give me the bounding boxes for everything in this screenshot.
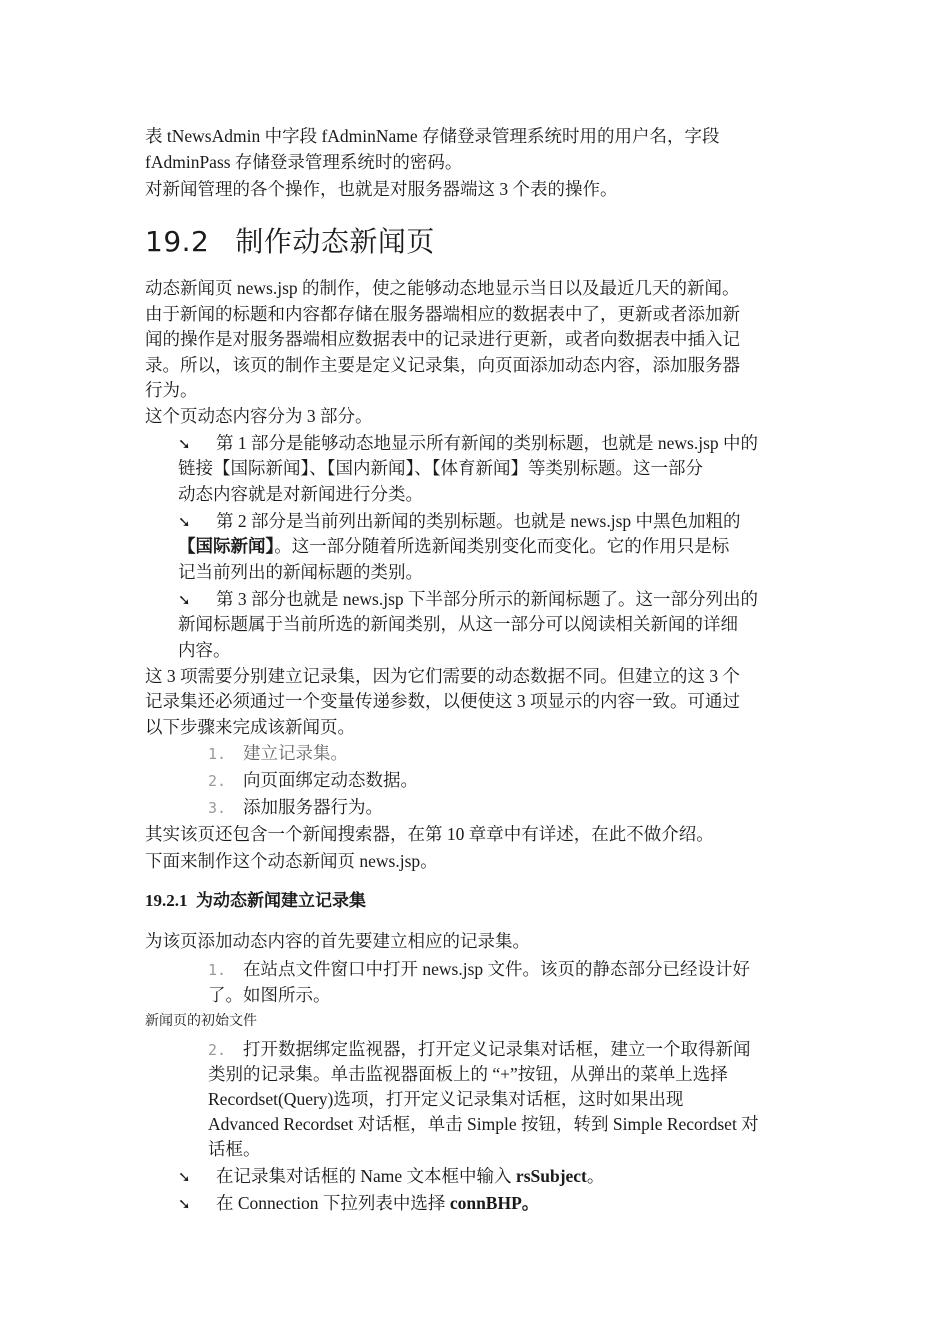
para3-line-1: 这 3 项需要分别建立记录集，因为它们需要的动态数据不同。但建立的这 3 个 [145, 666, 740, 686]
arrow-bullet-icon: ➘ [178, 591, 191, 609]
sub-step-1 [208, 957, 750, 983]
sub-step-2-line-2: 类别的记录集。单击监视器面板上的 “+”按钮，从弹出的菜单上选择 [208, 1064, 728, 1084]
step-number: 2. [208, 772, 227, 790]
arrow-bullet-icon: ➘ [178, 1195, 191, 1213]
final-bullet-1-tail: 。 [586, 1166, 605, 1186]
final-bullet-1-bold: rsSubject [515, 1166, 587, 1186]
arrow-bullet-icon: ➘ [178, 513, 191, 531]
figure-caption: 新闻页的初始文件 [145, 1013, 257, 1029]
para1-line-1: 动态新闻页 news.jsp 的制作，使之能够动态地显示当日以及最近几天的新闻。 [145, 278, 740, 298]
sub-step-2-line-4: Advanced Recordset 对话框，单击 Simple 按钮，转到 Simple Recordset 对 [208, 1114, 759, 1134]
para3-line-2: 记录集还必须通过一个变量传递参数，以便使这 3 项显示的内容一致。可通过 [145, 691, 740, 711]
section-number: 19.2 [145, 225, 210, 258]
sub-step-2-line-1: 打开数据绑定监视器，打开定义记录集对话框，建立一个取得新闻 [243, 1039, 751, 1059]
step-2 [208, 768, 418, 794]
sub-step-2 [208, 1037, 751, 1063]
para4: 其实该页还包含一个新闻搜索器，在第 10 章章中有详述，在此不做介绍。 [145, 824, 714, 844]
para1-line-2: 由于新闻的标题和内容都存储在服务器端相应的数据表中了，更新或者添加新 [145, 304, 740, 324]
section-heading [145, 222, 435, 262]
section-title: 制作动态新闻页 [235, 225, 435, 258]
sub-step-2-line-5: 话框。 [208, 1139, 261, 1159]
final-bullet-2 [178, 1191, 539, 1217]
step-number: 3. [208, 799, 227, 817]
bullet-2-line-2-rest: 。这一部分随着所选新闻类别变化而变化。它的作用只是标 [274, 536, 730, 556]
step-3 [208, 795, 383, 821]
bullet-2-line-1: 第 2 部分是当前列出新闻的类别标题。也就是 news.jsp 中黑色加粗的 [216, 511, 741, 531]
step-number: 1. [208, 961, 227, 979]
step-number: 2. [208, 1041, 227, 1059]
arrow-bullet-icon: ➘ [178, 1168, 191, 1186]
bullet-3-line-3: 内容。 [178, 640, 231, 660]
para5: 下面来制作这个动态新闻页 news.jsp。 [145, 851, 438, 871]
subsection-heading [145, 889, 366, 913]
bullet-2-line-3: 记当前列出的新闻标题的类别。 [178, 562, 423, 582]
bullet-2-line-2 [178, 534, 729, 559]
para2: 这个页动态内容分为 3 部分。 [145, 406, 373, 426]
para1-line-5: 行为。 [145, 380, 198, 400]
step-number: 1. [208, 745, 227, 763]
intro-line-2: fAdminPass 存储登录管理系统时的密码。 [145, 152, 463, 172]
bullet-1-line-3: 动态内容就是对新闻进行分类。 [178, 484, 423, 504]
step-text: 向页面绑定动态数据。 [243, 770, 418, 790]
subsection-title: 为动态新闻建立记录集 [196, 891, 366, 910]
bullet-3-line-2: 新闻标题属于当前所选的新闻类别，从这一部分可以阅读相关新闻的详细 [178, 614, 738, 634]
para6: 为该页添加动态内容的首先要建立相应的记录集。 [145, 931, 530, 951]
para1-line-3: 闻的操作是对服务器端相应数据表中的记录进行更新，或者向数据表中插入记 [145, 329, 740, 349]
bullet-item-1 [178, 431, 758, 457]
step-text: 建立记录集。 [243, 743, 348, 763]
para3-line-3: 以下步骤来完成该新闻页。 [145, 717, 355, 737]
bullet-1-line-1: 第 1 部分是能够动态地显示所有新闻的类别标题，也就是 news.jsp 中的 [216, 433, 759, 453]
final-bullet-1 [178, 1164, 604, 1190]
bold-category-label: 【国际新闻】 [178, 536, 275, 556]
sub-step-2-line-3: Recordset(Query)选项，打开定义记录集对话框，这时如果出现 [208, 1089, 684, 1109]
intro-line-3: 对新闻管理的各个操作，也就是对服务器端这 3 个表的操作。 [145, 179, 618, 199]
final-bullet-2-text: 在 Connection 下拉列表中选择 [216, 1193, 450, 1213]
bullet-3-line-1: 第 3 部分也就是 news.jsp 下半部分所示的新闻标题了。这一部分列出的 [216, 589, 759, 609]
sub-step-1-line-2: 了。如图所示。 [208, 985, 331, 1005]
subsection-number: 19.2.1 [145, 891, 188, 910]
step-text: 添加服务器行为。 [243, 797, 383, 817]
para1-line-4: 录。所以，该页的制作主要是定义记录集，向页面添加动态内容，添加服务器 [145, 355, 740, 375]
bullet-item-2 [178, 509, 741, 535]
bullet-1-line-2: 链接【国际新闻】、【国内新闻】、【体育新闻】等类别标题。这一部分 [178, 458, 703, 478]
step-1 [208, 741, 348, 767]
intro-line-1: 表 tNewsAdmin 中字段 fAdminName 存储登录管理系统时用的用户名，字段 [145, 126, 720, 146]
final-bullet-1-text: 在记录集对话框的 Name 文本框中输入 [216, 1166, 516, 1186]
sub-step-1-line-1: 在站点文件窗口中打开 news.jsp 文件。该页的静态部分已经设计好 [243, 959, 751, 979]
arrow-bullet-icon: ➘ [178, 435, 191, 453]
final-bullet-2-bold: connBHP。 [449, 1193, 540, 1213]
bullet-item-3 [178, 587, 758, 613]
